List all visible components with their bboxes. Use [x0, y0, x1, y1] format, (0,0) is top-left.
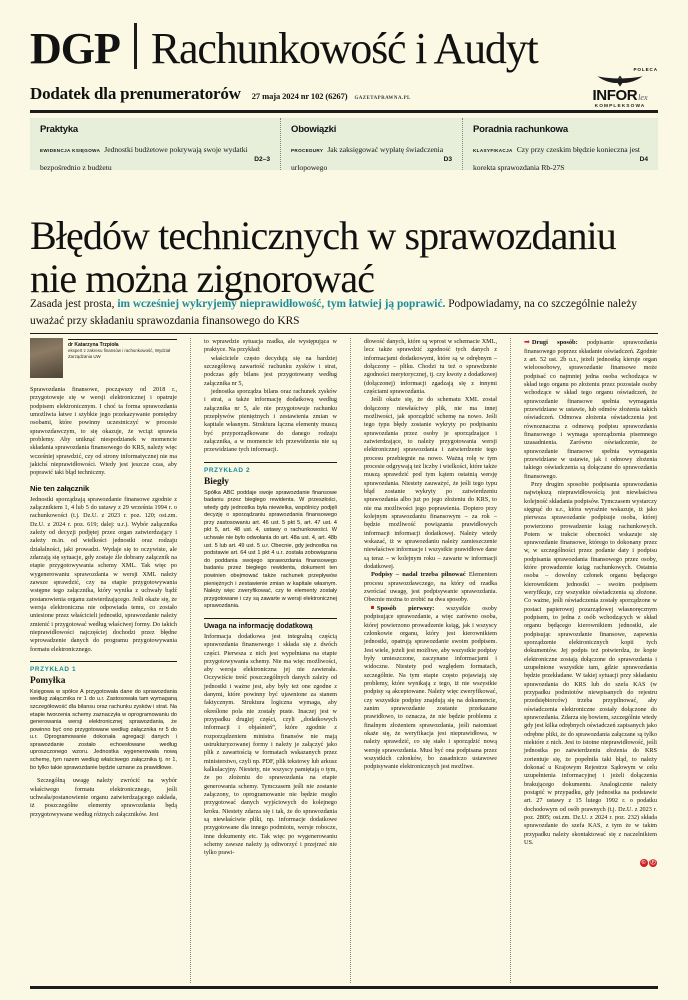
infor-logo	[582, 68, 658, 116]
square-bullet-icon	[371, 606, 374, 609]
article-columns	[30, 338, 658, 983]
body-paragraph-drugi-sposob	[524, 338, 657, 481]
supplement-title: Rachunkowość i Audyt	[150, 24, 538, 74]
infor-poleca-label: POLECA	[633, 67, 658, 72]
arrow-bullet-icon: ➡	[524, 338, 530, 346]
run-in-heading: Drugi sposób:	[531, 339, 578, 346]
website-label: GAZETAPRAWNA.PL	[354, 96, 411, 101]
infor-name: INFOR	[592, 86, 638, 104]
lead-highlight: im wcześniej wykryjemy nieprawidłowość, tym łatwiej ją poprawić.	[117, 298, 446, 310]
teaser-page-ref: D4	[639, 156, 648, 163]
author-name: dr Katarzyna Trzpioła	[68, 342, 119, 348]
footer-rule	[30, 986, 658, 989]
lead-part-2: Podpowiadamy, na co szczególnie należy uważać przy składaniu sprawozdania finansowego do KRS	[30, 298, 637, 327]
teaser-title: Obowiązki	[291, 124, 337, 135]
teaser-text: Jednostki budżetowe pokrywają swoje wydatki bezpośrednio z budżetu	[40, 145, 248, 172]
example-kicker: PRZYKŁAD 1	[30, 665, 77, 673]
teaser-title: Praktyka	[40, 124, 79, 135]
teaser-text: Jak zaksięgować wypłatę świadczenia urlopowego	[291, 145, 444, 172]
author-role: ekspert z zakresu finansów i rachunkowość, Wydział Zarządzania UW	[68, 348, 171, 359]
teaser-poradnia[interactable]	[462, 118, 658, 170]
body-text: Elementem procesu sprawozdawczego, na który od rzadka zwróciać uwagę, jest podpisywanie sprawozdania. Obecnie można to zrobić na dwa sposoby.	[364, 571, 498, 604]
brand-logo: DGP	[30, 24, 120, 74]
teaser-page-ref: D3	[443, 156, 452, 163]
example-body: Księgowa w spółce A przygotowała dane do sprawozdania według załącznika nr 1 do u.r. Zastosowała tam wymaganą szczegółowość dla bilansu oraz rachunku zysków i strat. Na etapie tworzenia schemy zaznaczyła w oprogramowaniu do generowania wersji elektronicznej sprawozdania, że powinno być ono przygotowane według załącznika nr 5 do u.r. Oprogramowanie dokonała agregacji danych i sprawozdanie zostało echoesłowane według uproszczonego wzoru. Jednostka wygenerowała nową schemę, tym razem według właściwego załącznika tj. nr 1, bo tylko takie sprawozdanie będzie uznane za prawidłowe.	[30, 688, 177, 771]
section-subheading: Nie ten załącznik	[30, 483, 90, 493]
example-box-1	[30, 661, 177, 772]
copyright-mark-icon: ©	[641, 860, 646, 867]
body-paragraph: Sprawozdania finansowe, począwszy od 2018 r., przygotowuje się w wersji elektronicznej i opatruje podpisem elektronicznym. I choć ta forma sprawozdania umożliwia łatwe i szybkie jego przekazywanie pomiędzy osobami, które powinny uczestniczyć w procesie sprawozdawczym, to się okazuje, że wciąż sprawia problemy. Aby uniknąć niespodzianek w momencie składania sprawozdania finansowego do KRS, należy więc wcześniej sprawdzić, czy od strony informatycznej nie ma jakichś nieprawidłowości. Wtedy jest jeszcze czas, aby poprawić taki błąd techniczny.	[30, 386, 177, 477]
teaser-title: Poradnia rachunkowa	[473, 124, 568, 135]
body-paragraph-sposob-pierwszy	[364, 605, 497, 772]
teaser-obowiazki[interactable]	[280, 118, 462, 170]
page-headline: Błędów technicznych w sprawozdaniu nie można zignorować	[30, 212, 616, 301]
eagle-icon	[597, 74, 643, 87]
author-byline	[30, 338, 177, 378]
note-title: Uwaga na informację dodatkową	[204, 622, 313, 630]
teaser-bar	[30, 118, 658, 170]
teaser-body	[40, 139, 270, 175]
infor-tagline-1: KOMPLEKSOWA	[594, 104, 646, 110]
issue-date: 27 maja 2024 nr 102 (6267)	[251, 91, 348, 101]
p-mark-icon: Ⓟ	[650, 860, 656, 867]
column-1	[30, 338, 177, 983]
example-title: Pomyłka	[30, 675, 66, 686]
avatar	[30, 338, 63, 378]
note-box	[204, 618, 337, 858]
run-in-heading: Sposób pierwszy:	[376, 604, 435, 612]
column-2	[190, 338, 337, 983]
byline-rule	[68, 339, 177, 340]
body-list-item: jednostka sporządza bilans oraz rachunek zysków i strat, a także informację dodatkową według załącznika nr 5, ale nie przygotowuje rachunku przepływów pieniężnych i zestawienia zmian w kapitale własnym. Struktura łączna elementy muszą być przyporządkowane do danego rodzaju załącznika, a w momencie ich przewidzenia nie są przewidziane tych informacji.	[204, 387, 337, 454]
body-paragraph: dłowość danych, które są wprost w schemacie XML, lecz także sprawdzić zgodność tych danych z informacjami dodatkowymi, które są w odrębnym – dołączony – pliku. Chodzi tu też o sprawdzenie zgodności merytorycznej, tj. czy kwoty z dodatkowej (dołączonej) informacji zgadzają się z innymi częściami sprawozdania.	[364, 338, 497, 395]
example-box-2	[204, 462, 337, 611]
body-paragraph: Jednostki sporządzają sprawozdanie finansowe zgodnie z załącznikiem 1, 4 lub 5 do ustawy z 29 września 1994 r. o rachunkowości (t.j. Dz.U. z 2023 r. poz. 120; ost.zm. Dz.U. z 2024 r. poz. 619; dalej: u.r.). Wybór załącznika zależy od decyzji podjętej przez organ zatwierdzający i zależy m.in. od wielkości jednostki oraz rodzaju działalności, jaki prowadzi. Wydaje się to oczywiste, ale zdarzają się sytuacje, gdy zostaje źle dobrany załącznik na etapie przygotowywania schemy XML. Tak więc po wygenerowaniu sprawozdania w wersji XML należy zawsze sprawdzić, czy na etapie przygotowywania wstępne tego załącznika, który wynika z uchwały bądź postanowienia organu zatwierdzającego. Jeśli okaże się, że wersja elektroniczna nie odpowiada temu, co zostało uniesione przez właścicieli jednostki, sprawozdanie należy zmienić i przygotować według właściwej formy. Do takich nieprawidłowości najczęściej dochodzi przez błędne wprowadzenie danych do programu przygotowywania formatu elektronicznego.	[30, 495, 177, 653]
teaser-page-ref: D2–3	[254, 156, 270, 163]
body-text: podpisanie sprawozdania finansowego poprzez składanie oświadczeń. Zgodnie z art. 52 ust. 2b u.r., jeżeli jednostką kieruje organ wieloosobowy, sprawozdanie finansowe może podpisać co najmniej jedna osoba wchodząca w skład tego organu po złożeniu przez pozostałe osoby wchodzące w skład tego organu oświadczeń, że sprawozdanie finansowe spełnia wymagania przewidziane w ustawie, lub odmów złożenia takich oświadczeń. Odmowa złożenia oświadczenia jest równoznaczna z odmową podpisu sprawozdania finansowego i wymaga sporządzenia pisemnego uzasadnienia. Zarówno oświadczenie, że sprawozdanie finansowe spełnia wymagania przewidziane w ustawie, jak i odmowy złożenia takiego oświadczenia są dołączane do sprawozdania finansowego.	[524, 339, 657, 480]
body-paragraph: to wprawdzie sytuacja rzadka, ale występująca w praktyce. Na przykład:	[204, 338, 337, 354]
body-list-item: właściciele często decydują się na bardziej szczegółową zawartość rachunku zysków i strat, podczas gdy bilans jest przygotowany według załącznika nr 5,	[204, 354, 337, 387]
infor-wordmark	[582, 88, 658, 104]
column-3	[350, 338, 497, 983]
infor-suffix: lex	[638, 92, 648, 102]
lead-part-1: Zasada jest prosta,	[30, 298, 118, 310]
masthead-rule	[30, 110, 658, 113]
example-body: Spółka ABC poddaje swoje sprawozdanie finansowe badaniu przez biegłego rewidenta. W przeszłości, wtedy gdy jednostka była niewielka, wspólnicy podjęli decyzję o sporządzaniu sprawozdania finansowego przy zastosowaniu art. 46 ust. 5 pkt 5, art. 47 ust. 4 pkt 5, art. 48 ust. 4, ustawy o rachunkowości. W uchwale nie było odwołania do art. 48a ust. 4, art. 48b ust. 5 lub art. 49 ust. 5 u.r. Obecnie, gdy jednostka na podstawie art. 64 ust 1 pkt 4 u.r. została zobowiązana do poddania swojego sprawozdania finansowego badaniu przez biegłego rewidenta, dokument ten powinien obejmować także rachunek przepływów pieniężnych i zestawienie zmian w kapitale własnym. Należy więc zweryfikować, czy te elementy zostały przygotowane i czy są zawarte w wersji elektronicznej sprawozdania.	[204, 489, 337, 610]
run-in-heading: Podpisy – nadal trzeba pilnować	[371, 571, 466, 579]
teaser-praktyka[interactable]	[30, 118, 280, 170]
masthead-subline	[30, 84, 411, 104]
byline-text	[68, 338, 177, 378]
teaser-text: Czy przy czeskim błędzie konieczna jest korekta sprawozdania Rb-27S	[473, 145, 641, 172]
masthead	[30, 18, 658, 74]
subscriber-supplement-label: Dodatek dla prenumeratorów	[30, 84, 241, 103]
masthead-divider	[134, 23, 137, 69]
column-4	[510, 338, 657, 983]
lead-rule	[30, 333, 658, 334]
body-paragraph: Jeśli okaże się, że do schematu XML został dołączony niewłaściwy plik, nie ma innej możliwości, jak sporządzić schemę na nowo. Jeśli tego typu błędy zostanie wykryty po podpisaniu sprawozdania przez osoby je sporządzające i zatwierdzające, to należy przygotowania wersji elektronicznej sprawozdania i zatwierdzenie tego procesu przebiegnie na nowo. Ważną rolę w tym procesie odgrywają też liczby i wielkości, które także muszą sprawdzić pod tym kątem ostatnią wersję sprawozdania. Niestety zauważyć, że jeśli tego typu błąd zostanie wykryty po zatwierdzeniu sprawozdania albo już po jego złożeniu do KRS, to nie ma możliwości jego poprawienia. Dopiero przy kolejnym sprawozdaniu finansowym – za rok – będzie możliwość powiązania prawidłowych informacji informacji dodatkowej. Należy wtedy wskazać, iż w sprawozdaniu należy zamieszczenie niewłaściwe informacje i wszystkie prawidłowe dane są teraz – w kolejnym roku – zawarte w informacji dodatkowej.	[364, 396, 497, 570]
teaser-body	[291, 139, 452, 175]
teaser-body	[473, 139, 648, 175]
body-paragraph: Szczególną uwagę należy zwrócić na wybór właściwego formatu elektronicznego, jeśli uchwała/postanowienie organu zatwierdzającego zakłada, iż poszczególne elementy sprawozdania będą przygotowywane według różnych załączników. Jest	[30, 777, 177, 818]
end-mark	[524, 851, 657, 869]
teaser-kicker: KLASYFIKACJA	[473, 148, 513, 153]
example-title: Biegły	[204, 476, 229, 487]
teaser-kicker: EWIDENCJA KSIĘGOWA	[40, 148, 101, 153]
lead-paragraph	[30, 296, 658, 330]
body-paragraph: Przy drugim sposobie podpisania sprawozdania największą nieprawidłowością jest niewłaściwa kolejność składania podpisów. Tymczasem wystarczy sięgnąć do u.r., która wyraźnie wskazuje, iż jako pierwsza sprawozdanie podpisuje osoba, której powierzono prowadzenie ksiąg rachunkowych. Potem w trakcie obecności wskazuje się sprawozdanie finansowe, którego to dokonany przez w, w szczególności przez podanie daty i podpisu podpisania sprawozdania finansowego przez osoby, które prowadzenie ksiąg rachunkowych. Ostatnia osoba – dowolny członek organu będącego kierownikiem jednostki – swoim podpisem weryfikuje, czy wszystkie oświadczenia są złożone. Co ważne, jeśli oświadczenia zostały sporządzone w postaci papierowej pozarządowej własnoręcznym podpisem, to jedna z osób wchodzących w skład organu będącego kierownikiem jednostki, ale podpisując sprawozdanie finansowe, zapewnia sporządzenie elektronicznych kopii tych dokumentów. Jej podpis też potwierdza, że kopie elektroniczne zostają dołączone do sprawozdania i uzupełnione wszystkie tam, gdzie sprawozdania będzie przekładane. W takiej sytuacji przy składaniu sprawozdania do KRS lub do szefa KAS (w przypadku podmiotów niewpisanych do rejestru przedsiębiorców) trzeba przypilnować, aby oświadczenia elektroniczne zostały dołączone do sprawozdania. Zdarza się bowiem, szczególnie wtedy gdy jest kilka odrębnych oświadczeń zapisanych jako odrębne pliki, że do sprawozdania załączane są tylko niektóre z nich. Jest to istotne nieprawidłowość, jeśli jednostka po zatwierdzeniu złożenia do KRS zorientuje się, że popełniła taki błąd, to należy dokonać u Krajowym Rejestrze Sądowym w celu uzupełnienia informacyjnej i jeżeli dołączenia brakującego dokumentu. Analogicznie należy postąpić w przypadku, gdy jednostka na podstawie art. 27 ustawy z 15 lutego 1992 r. o podatku dochodowym od osób prawnych (t.j. Dz.U. z 2023 r. poz. 2805; ost.zm. Dz.U. z 2024 r. poz. 232) składa sprawozdanie do szefa KAS, z tym że w takim przypadku należy skontaktować się z naczelnikiem US.	[524, 480, 657, 846]
example-kicker: PRZYKŁAD 2	[204, 466, 251, 474]
note-body: Informacja dodatkowa jest integralną częścią sprawozdania finansowego i składa się z dwóch części. Pierwsza z nich jest wypełniana na etapie przygotowywania schemy. Nie ma więc możliwości, aby wersja elektroniczna jej nie zawierała. Oczywiście treść poszczególnych danych zależy od jednostki i ważne jest, aby były też one zgodne z danymi, które powinny być ujawnione za stanem faktycznym. Struktura logiczna wymaga, aby określone pola nie zostały puste. Inaczej jest w przypadku drugiej części, czyli „dodatkowych informacji i objaśnień”, które zgodnie z rozporządzeniem ministra finansów nie mają ustrukturyzowanej formy i należy je załączyć jako plik z zawartością w formatach wskazanych przez ministerstwo, czyli np. PDF, plik tekstowy lub arkusz kalkulacyjny. Niestety, nie wszyscy pamiętają o tym, że po złożeniu do sprawozdania na etapie generowania schemy. Tymczasem jeśli nie zostanie załączony, to oprogramowanie nie będzie mogło przygotować danych wyjściowych do kolejnego kroku. Niestety zdarza się i tak, że do sprawozdania są niewłaściwie pliki, np. informacje dodatkowe przygotowane dla innego podmiotu, wersje robocze, inne dokumenty etc. Tak więc po wygenerowaniu schemy zawsze należy ją odtworzyć i przejrzeć nie tylko prawi-	[204, 632, 337, 857]
body-text: wszystkie osoby podpisujące sprawozdanie, a więc zarówno osoba, której powierzono prowadzenie ksiąg, jak i wszyscy członkowie organu, który jest kierownikiem jednostki, opatrują sprawozdanie swoim podpisem. Jest wiele, jeżeli jest możliwe, aby wszystkie podpisy były umieszczone, zaczynane informacjami i widoczne. Niestety pod względem formatach, szczególnie. Na tym etapie często pojawiają się problemy, które wynikają z tego, iż nie wszystkie podpisy są akceptowane. Należy więc zweryfikować, czy wszystkie podpisy znajdują się na dokumencie, zanim sprawozdanie zostanie przekazane prawidłowo, to oznacza, że nie będzie problemu z finalnym złożeniem sprawozdania, jeśli natomiast okaże się, że weryfikacja jest nieprawidłowa, w należy sprawdzić, co się stało i sporządzić nową wersję sprawozdania. Musi być ona podpisana przez wszystkich członków, bo zasadniczo ustawowe podpisywanie elektronicznych jest możliwe.	[364, 604, 497, 771]
teaser-kicker: PROCEDURY	[291, 148, 324, 153]
body-paragraph-with-runhead	[364, 571, 497, 605]
